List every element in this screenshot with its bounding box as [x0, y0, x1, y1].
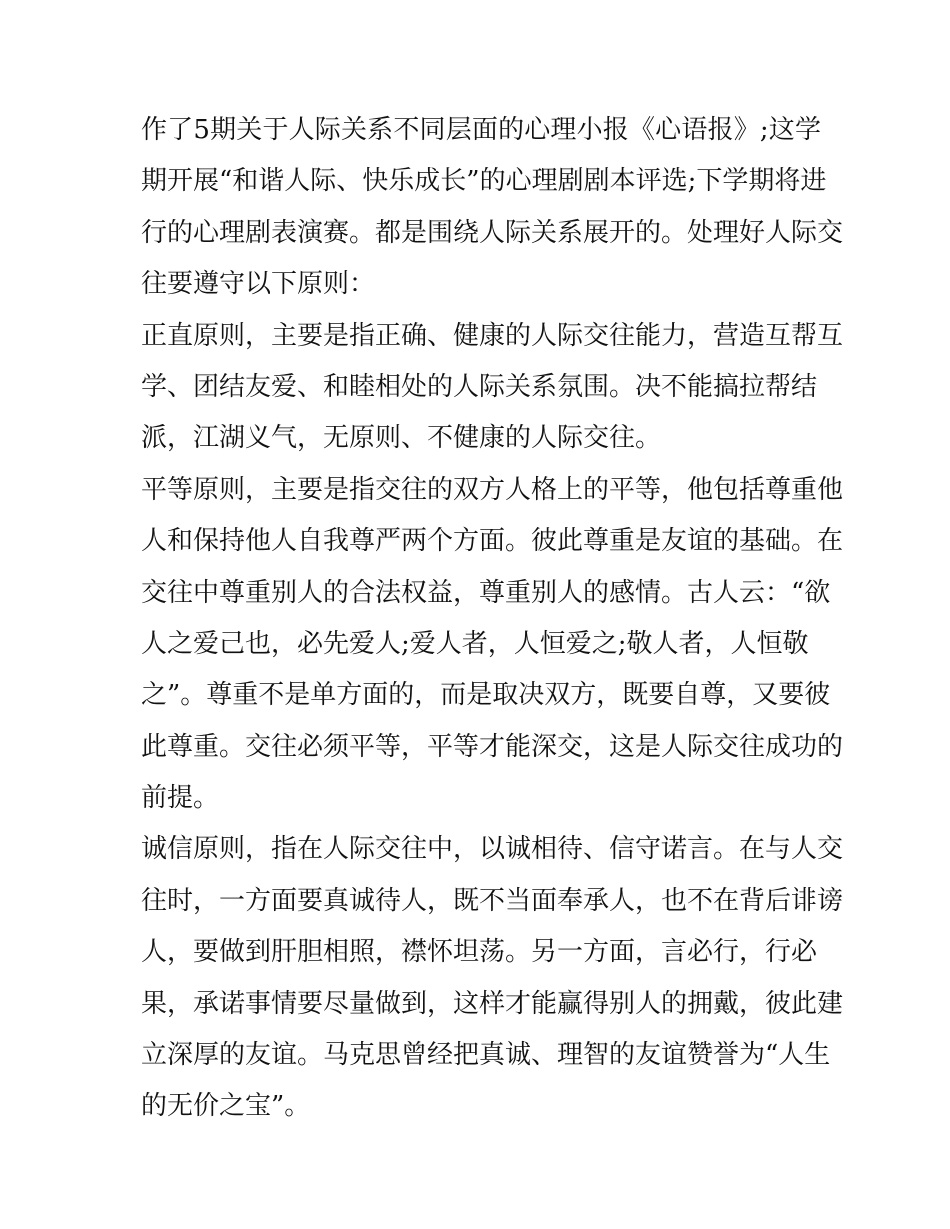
text-line: 往时，一方面要真诚待人，既不当面奉承人，也不在背后诽谤 — [141, 885, 844, 916]
text-line: 诚信原则，指在人际交往中，以诚相待、信守诺言。在与人交 — [141, 834, 844, 865]
text-line: 的无价之宝”。 — [141, 1091, 311, 1122]
text-line: 前提。 — [141, 783, 220, 814]
text-line: 平等原则，主要是指交往的双方人格上的平等，他包括尊重他 — [141, 474, 844, 505]
text-line: 立深厚的友谊。马克思曾经把真诚、理智的友谊赞誉为“人生 — [141, 1040, 831, 1071]
text-line: 人和保持他人自我尊严两个方面。彼此尊重是友谊的基础。在 — [141, 526, 844, 557]
text-line: 人，要做到肝胆相照，襟怀坦荡。另一方面，言必行，行必 — [141, 937, 818, 968]
text-line: 派，江湖义气，无原则、不健康的人际交往。 — [141, 423, 662, 454]
text-line: 学、团结友爱、和睦相处的人际关系氛围。决不能搞拉帮结 — [141, 371, 818, 402]
text-line: 此尊重。交往必须平等，平等才能深交，这是人际交往成功的 — [141, 731, 844, 762]
text-line: 行的心理剧表演赛。都是围绕人际关系展开的。处理好人际交 — [141, 217, 844, 248]
text-line: 交往中尊重别人的合法权益，尊重别人的感情。古人云：“欲 — [141, 577, 831, 608]
text-line: 人之爱己也，必先爱人;爱人者，人恒爱之;敬人者，人恒敬 — [141, 628, 809, 659]
text-line: 果，承诺事情要尽量做到，这样才能赢得别人的拥戴，彼此建 — [141, 988, 844, 1019]
text-line: 期开展“和谐人际、快乐成长”的心理剧剧本评选;下学期将进 — [141, 166, 827, 197]
text-line: 往要遵守以下原则： — [141, 269, 376, 300]
body-text — [141, 105, 844, 1133]
text-line: 正直原则，主要是指正确、健康的人际交往能力，营造互帮互 — [141, 320, 844, 351]
text-line: 之”。尊重不是单方面的，而是取决双方，既要自尊，又要彼 — [141, 680, 831, 711]
text-line: 作了5期关于人际关系不同层面的心理小报《心语报》;这学 — [141, 115, 821, 145]
